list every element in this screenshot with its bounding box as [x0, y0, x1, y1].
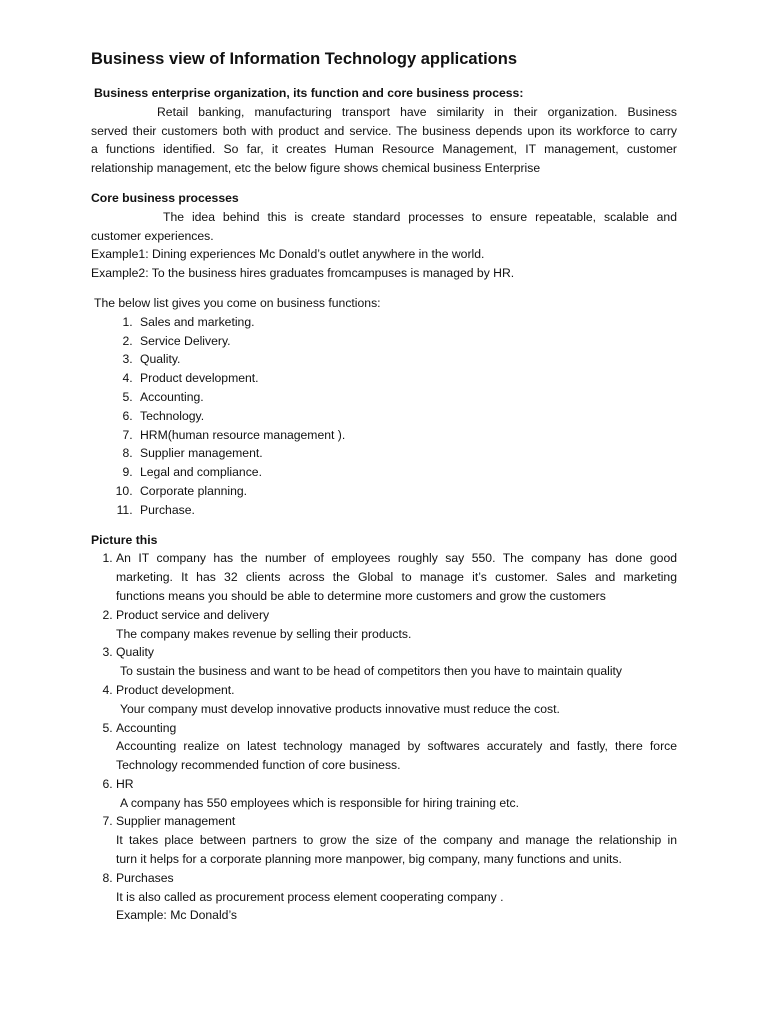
section-heading-core-processes: Core business processes [91, 190, 239, 205]
item-title: 5. Accounting [116, 720, 177, 735]
picture-this-list [91, 549, 677, 925]
list-item [116, 775, 677, 813]
paragraph-line: served their customers both with product and service. The business depends upon its workforce to carry [91, 123, 677, 138]
item-body: Your company must develop innovative products innovative must reduce the cost. [120, 701, 560, 716]
core-processes-section [91, 189, 677, 283]
list-item: 2. Service Delivery. [136, 332, 677, 351]
item-body: Accounting realize on latest technology managed by softwares accurately and fastly, there force [116, 739, 677, 754]
paragraph-line: The idea behind this is create standard processes to ensure repeatable, scalable and [163, 209, 677, 224]
item-body: Technology recommended function of core business. [116, 758, 401, 773]
list-item: 10. Corporate planning. [136, 482, 677, 501]
list-item: 7. HRM(human resource management ). [136, 426, 677, 445]
item-title: 8. Purchases [116, 870, 174, 885]
paragraph-line: marketing. It has 32 clients across the Global to manage it’s customer. Sales and marketing [116, 570, 677, 585]
list-item: 6. Technology. [136, 407, 677, 426]
item-body: The company makes revenue by selling their products. [116, 626, 412, 641]
paragraph-line: Retail banking, manufacturing transport have similarity in their organization. Business [157, 104, 677, 119]
section-heading-picture-this: Picture this [91, 532, 158, 547]
list-item [116, 606, 677, 644]
paragraph-line: a functions identified. So far, it creates Human Resource Management, IT management, customer [91, 142, 677, 157]
paragraph-line: customer experiences. [91, 228, 214, 243]
item-body: It is also called as procurement process element cooperating company . [116, 889, 504, 904]
item-title: 6. HR [116, 776, 134, 791]
picture-this-section [91, 531, 677, 926]
item-title: 7. Supplier management [116, 814, 236, 829]
list-item: 5. Accounting. [136, 388, 677, 407]
example-2: Example2: To the business hires graduates fromcampuses is managed by HR. [91, 266, 515, 281]
section-heading-enterprise: Business enterprise organization, its function and core business process: [94, 86, 524, 100]
item-title: 4. Product development. [116, 682, 235, 697]
list-item [116, 681, 677, 719]
list-item [116, 719, 677, 775]
list-item: 8. Supplier management. [136, 444, 677, 463]
list-item [116, 812, 677, 868]
item-body: To sustain the business and want to be head of competitors then you have to maintain quality [120, 664, 623, 679]
list-item: 3. Quality. [136, 350, 677, 369]
item-body: It takes place between partners to grow the size of the company and manage the relationship in [116, 833, 677, 848]
item-body: Example: Mc Donald’s [116, 908, 238, 923]
business-functions-list [91, 313, 677, 520]
document-page [91, 48, 677, 925]
paragraph-line: 1. An IT company has the number of employees roughly say 550. The company has done good [116, 551, 677, 566]
item-body: A company has 550 employees which is responsible for hiring training etc. [120, 795, 520, 810]
item-title: 2. Product service and delivery [116, 607, 270, 622]
list-item: 11. Purchase. [136, 501, 677, 520]
list-item [116, 549, 677, 605]
list-item [116, 643, 677, 681]
list-item: 4. Product development. [136, 369, 677, 388]
item-body: turn it helps for a corporate planning more manpower, big company, many functions and units. [116, 852, 622, 867]
example-1: Example1: Dining experiences Mc Donald’s outlet anywhere in the world. [91, 247, 485, 262]
item-title: 3. Quality [116, 645, 154, 660]
list-item: 1. Sales and marketing. [136, 313, 677, 332]
business-functions-section [91, 294, 677, 520]
document-title: Business view of Information Technology applications [91, 50, 518, 68]
list-item [116, 869, 677, 925]
paragraph-line: relationship management, etc the below figure shows chemical business Enterprise [91, 161, 541, 176]
functions-intro: The below list gives you come on business functions: [94, 295, 381, 310]
list-item: 9. Legal and compliance. [136, 463, 677, 482]
paragraph-line: functions means you should be able to determine more customers and grow the customers [116, 588, 606, 603]
